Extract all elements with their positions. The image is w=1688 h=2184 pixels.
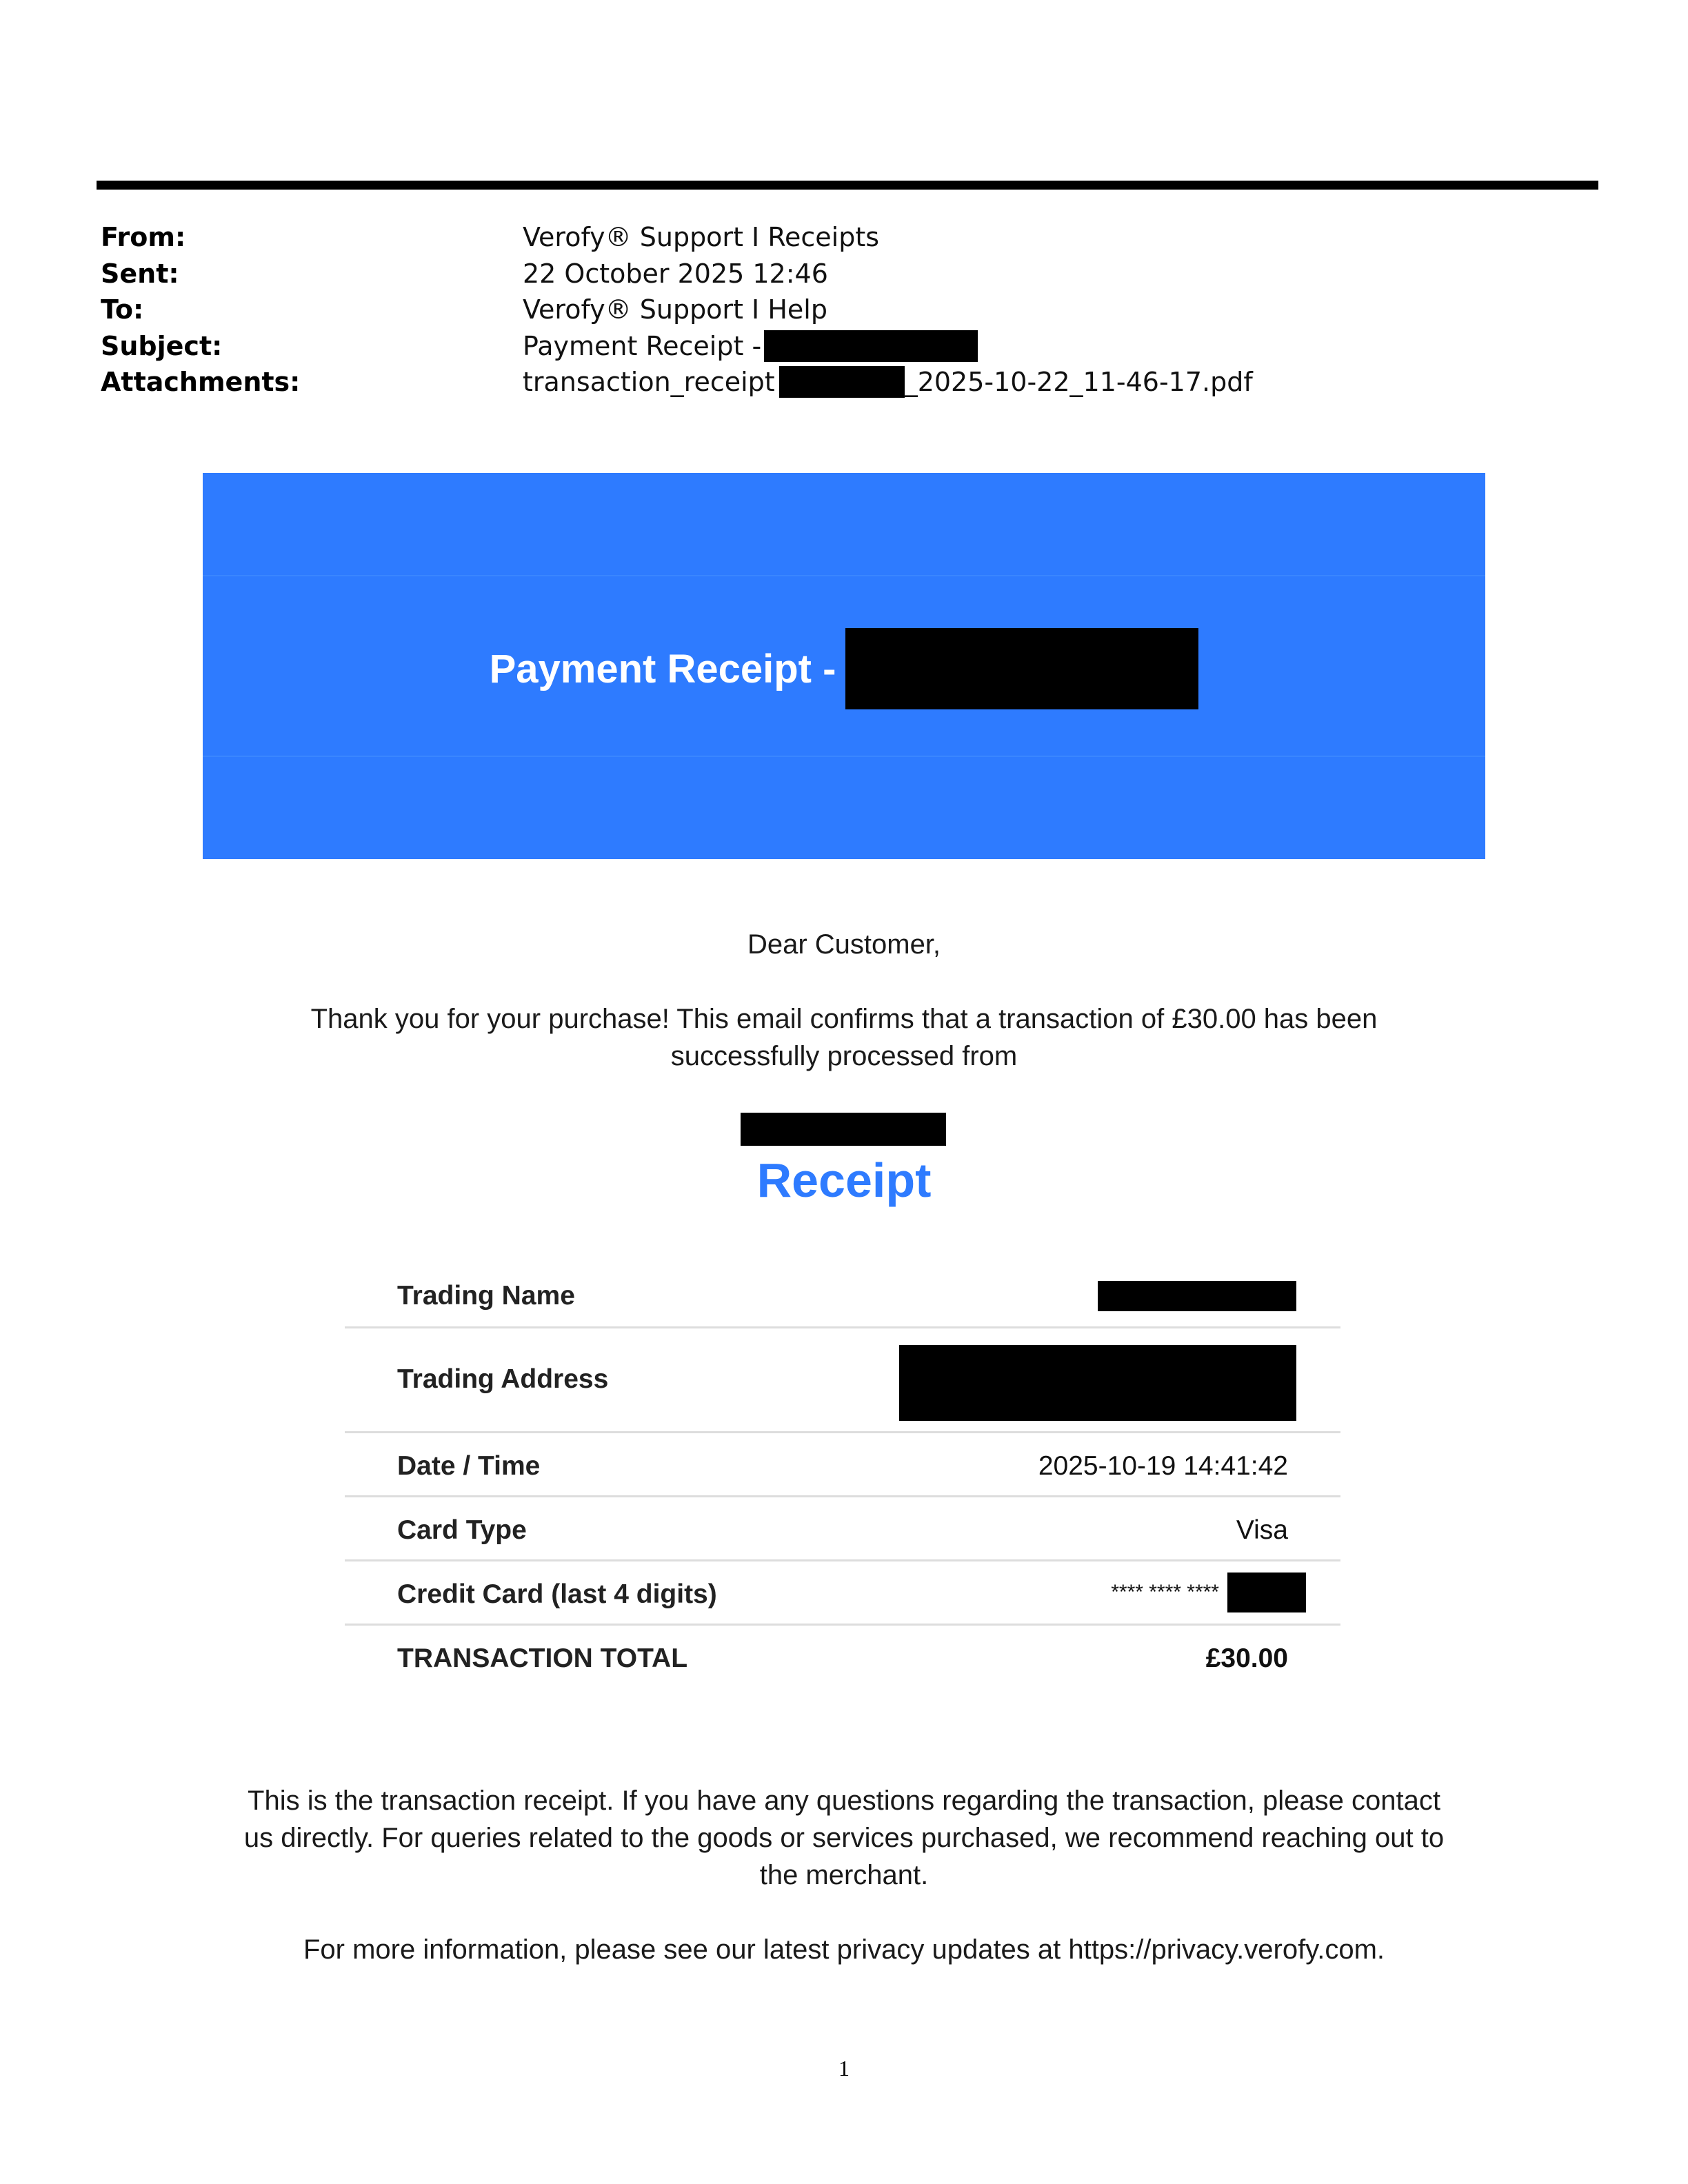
to-value: Verofy® Support I Help (523, 294, 827, 325)
greeting: Dear Customer, (747, 929, 941, 960)
from-label: From: (101, 222, 186, 252)
credit-card-redaction (1227, 1573, 1306, 1612)
attachment-suffix: _2025-10-22_11-46-17.pdf (904, 367, 1253, 397)
receipt-banner (203, 473, 1485, 859)
credit-card-value (1111, 1573, 1306, 1612)
subject-redaction (764, 330, 978, 362)
subject-text: Payment Receipt - (523, 330, 762, 361)
merchant-redaction (741, 1113, 946, 1146)
trading-name-redaction (1098, 1281, 1296, 1311)
from-value: Verofy® Support I Receipts (523, 222, 880, 252)
subject-row (101, 328, 1590, 365)
receipt-table (345, 1281, 1340, 1688)
trading-address-redaction (899, 1345, 1296, 1421)
attachments-row (101, 364, 1590, 401)
credit-card-mask: **** **** **** (1111, 1581, 1219, 1604)
table-row-card-type (345, 1497, 1340, 1561)
attachment-prefix: transaction_receipt (523, 367, 775, 397)
subject-value (523, 328, 978, 364)
table-row-total (345, 1626, 1340, 1688)
card-type-label: Card Type (397, 1515, 527, 1545)
sent-row (101, 256, 1590, 292)
attachment-filename[interactable] (523, 364, 1253, 400)
table-row-trading-name (345, 1281, 1340, 1328)
table-row-datetime (345, 1433, 1340, 1497)
notice-line-3: the merchant. (759, 1860, 929, 1890)
banner-divider-bottom (203, 756, 1485, 757)
total-value: £30.00 (1205, 1644, 1288, 1673)
attachment-redaction (779, 366, 905, 398)
confirmation-line-1: Thank you for your purchase! This email confirms that a transaction of £30.00 has been (310, 1004, 1378, 1034)
banner-title-text: Payment Receipt - (489, 646, 836, 691)
subject-label: Subject: (101, 330, 223, 361)
card-type-value: Visa (1236, 1515, 1288, 1545)
total-label: TRANSACTION TOTAL (397, 1644, 688, 1673)
table-row-credit-card (345, 1561, 1340, 1626)
to-label: To: (101, 294, 144, 325)
datetime-value: 2025-10-19 14:41:42 (1038, 1451, 1288, 1481)
email-header (101, 219, 1590, 401)
header-divider (97, 181, 1598, 190)
credit-card-label: Credit Card (last 4 digits) (397, 1579, 717, 1609)
receipt-title: Receipt (756, 1153, 932, 1207)
banner-redaction (845, 628, 1198, 709)
trading-name-label: Trading Name (397, 1281, 575, 1311)
sent-label: Sent: (101, 258, 179, 289)
datetime-label: Date / Time (397, 1451, 541, 1481)
trading-address-label: Trading Address (397, 1364, 609, 1394)
attachments-label: Attachments: (101, 367, 301, 397)
banner-title (203, 627, 1485, 710)
from-row (101, 219, 1590, 256)
sent-value: 22 October 2025 12:46 (523, 258, 828, 289)
notice-line-2: us directly. For queries related to the goods or services purchased, we recommend reaching out to (243, 1823, 1445, 1853)
page-number: 1 (838, 2056, 850, 2081)
privacy-notice: For more information, please see our latest privacy updates at https://privacy.verofy.com. (303, 1934, 1385, 1965)
confirmation-line-2: successfully processed from (670, 1041, 1018, 1071)
notice-line-1: This is the transaction receipt. If you have any questions regarding the transaction, please contact (248, 1786, 1440, 1816)
banner-divider-top (203, 575, 1485, 576)
table-row-trading-address (345, 1328, 1340, 1433)
to-row (101, 292, 1590, 328)
